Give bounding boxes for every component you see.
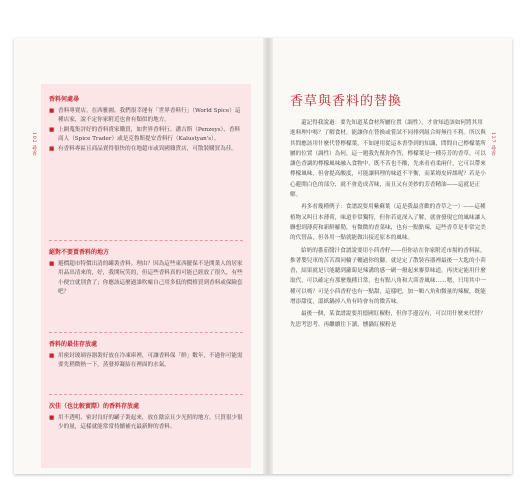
list-item: ■ 有香料專區且商品賣得很快的在地超市或異國雜貨店，可散裝購買為佳。: [49, 145, 245, 154]
section-best-storage: [49, 339, 245, 371]
left-running-head: 102 尋香: [31, 132, 37, 157]
bullet-icon: ■: [49, 146, 55, 153]
bullet-icon: ■: [49, 415, 55, 421]
list-item: ■ 避價超市特價出清的罐裝香料。理由？因為這些東西擺保不是開業人的居家用品出清來的，好，我開玩笑的，但這些香料真的可能已經放了很久，有些小便宜就別貪了；你應該這麼過誰吹噓自己用多低的價格買到香料或保險套吧？: [49, 261, 243, 295]
body-paragraph: 給奶的番茄醬汁食譜說要用小茴香籽——但你站在你家附近市場的香料區，推著嬰兒車的苦苦溜同輪子轆過你的腳，就是定了散裝容器裡最後一大匙的小茴香，結果就是只能聽到蘿蔔是辣溝的感一刷一撥起來審算味道，再決定能用什麼取代，可以確定有那麼幾種日常，也有點八角和大茴香風味……嗯，只用其中一種可以嗎？可是小茴香籽也有一點甜，這樣吧，加一顆八角和微量的辣椒，既能增添甜度，溫紙鍋掉八角有時會有的微苦味。: [290, 247, 486, 306]
section-divider: [49, 240, 243, 241]
bullet-icon: ■: [49, 353, 55, 359]
sidebar-panel: [41, 84, 251, 468]
chapter-title: 香草與香料的替換: [290, 94, 403, 109]
right-page-body: [290, 90, 486, 332]
body-paragraph: 再多看幾種例子：食譜說要用紫蘇葉（這是我最喜歡的香草之一）——這種植物又叫日本薄荷，味道非常獨特，但你若更深入了解，就會發現它的風味讓人聯想到薄荷和新鮮羅勒，有微微的香菜味，也有一點點辣，這些香草是非常完美的代替品，但各用一點就能做出接近原本的風味。: [290, 204, 486, 242]
bullet-icon: ■: [49, 108, 55, 114]
section-where-to-find: [49, 94, 245, 155]
bullet-icon: ■: [49, 261, 55, 267]
section-title: 香料何處尋: [49, 96, 80, 103]
section-title: 次佳（也比較實際）的香料存放處: [49, 403, 140, 410]
list-item: ■ 上網蒐集評好的香料賣家購買，如世界香料行、潘吉斯（Penzeys）、香料商人（Spice Trader）或是克魯斯提安香料行（Kalustyan's）。: [49, 127, 241, 143]
section-second-best-storage: [49, 401, 245, 433]
list-item: ■ 香料專賣店。在西雅圖，我們很幸運有「世界香料行」（World Spice）這種店家，說不定你家附近也會有類似的地方。: [49, 108, 241, 124]
section-title: 絕對不要買香料的地方: [49, 249, 110, 256]
section-divider: [49, 332, 243, 333]
book-spread: [14, 38, 512, 474]
section-divider: [49, 394, 243, 395]
section-title: 香料的最佳存放處: [49, 341, 98, 348]
list-item: ■ 用密封玻璃容器裝好放在冷凍庫裡，可讓香料保「鮮」數年，不過你可能需要先稍微熱一下，蒸發掉凝結在裡面的水氣。: [49, 353, 243, 369]
body-paragraph: 最後一個，某食譜說要用德國紅椒粉，但你手邊沒有，可以用什麼來代替？先思考思考，再繼續往下讀，燻鍋紅椒粉是: [290, 311, 486, 328]
right-running-head: 127 尋香: [490, 132, 496, 157]
bullet-icon: ■: [49, 127, 55, 134]
body-paragraph: 還記得我說過：要先知道某食材所屬位置（調性），才會知道該如何將其用進料理中嗎？了解食材，能讓你在替換或嘗試不同排列組合時無往不利。所以與其問應該用什麼代替檸檬葉，不如運用從這本書學到的知識，問問自己檸檬葉所屬的位置（調性）為何，這一題我先幫你作答，檸檬葉是一種芬芳的香草，可以讓色香調的檸檬風味融入食物中，既不苦也不酸，先來看看柔兩什，它可以帶來檸檬風味，但會提高酸度，可能讓料理的味道不平衡，而萊姆皮碎絲呢？若是小心避開白色的部分，就不會造成苦味，而且又有美妙的芳香精油——這就是正解。: [290, 120, 486, 199]
section-never-buy: [49, 247, 245, 298]
book-gutter: [263, 38, 273, 474]
list-item: ■ 用不透明、密封良好的罐子裝起來，放在陰涼且少光照的地方，只買很少很少的量，這樣就能常常持續補充最新鮮的香料。: [49, 415, 243, 431]
